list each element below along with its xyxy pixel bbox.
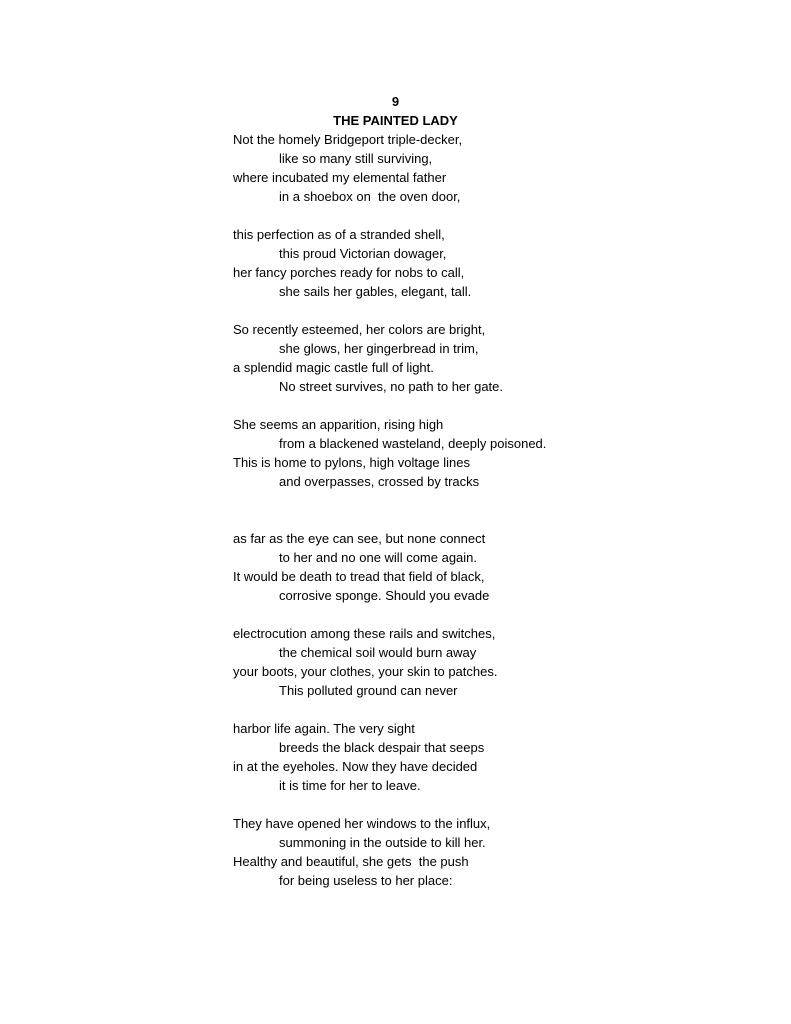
poem-line: breeds the black despair that seeps bbox=[279, 740, 485, 755]
poem-line: she glows, her gingerbread in trim, bbox=[279, 341, 479, 356]
poem-line: a splendid magic castle full of light. bbox=[233, 360, 434, 375]
poem-line: electrocution among these rails and switches, bbox=[233, 626, 496, 641]
poem-section-2 bbox=[233, 529, 753, 890]
poem-line: in at the eyeholes. Now they have decided bbox=[233, 759, 478, 774]
stanza-break bbox=[233, 301, 753, 320]
poem-line: for being useless to her place: bbox=[279, 873, 453, 888]
poem-line: where incubated my elemental father bbox=[233, 170, 447, 185]
poem-line: and overpasses, crossed by tracks bbox=[279, 474, 480, 489]
poem-line: harbor life again. The very sight bbox=[233, 721, 415, 736]
poem-line: It would be death to tread that field of black, bbox=[233, 569, 485, 584]
poem-line: the chemical soil would burn away bbox=[279, 645, 477, 660]
poem-line: from a blackened wasteland, deeply poisoned. bbox=[279, 436, 547, 451]
poem-line: as far as the eye can see, but none connect bbox=[233, 531, 486, 546]
page-number: 9 bbox=[391, 94, 400, 109]
poem-line: She seems an apparition, rising high bbox=[233, 417, 444, 432]
poem-line: Not the homely Bridgeport triple-decker, bbox=[233, 132, 463, 147]
poem-line: this proud Victorian dowager, bbox=[279, 246, 447, 261]
poem-line: it is time for her to leave. bbox=[279, 778, 421, 793]
poem-line: So recently esteemed, her colors are bright, bbox=[233, 322, 486, 337]
poem-line: summoning in the outside to kill her. bbox=[279, 835, 486, 850]
poem-title: THE PAINTED LADY bbox=[333, 113, 458, 128]
poem-line: this perfection as of a stranded shell, bbox=[233, 227, 445, 242]
poem-line: They have opened her windows to the influx, bbox=[233, 816, 491, 831]
poem-line: to her and no one will come again. bbox=[279, 550, 478, 565]
stanza-break bbox=[233, 396, 753, 415]
poem-line: your boots, your clothes, your skin to patches. bbox=[233, 664, 498, 679]
poem-section-1 bbox=[233, 130, 753, 491]
stanza-break bbox=[233, 700, 753, 719]
poem-line: This is home to pylons, high voltage lines bbox=[233, 455, 471, 470]
poem-line: her fancy porches ready for nobs to call, bbox=[233, 265, 465, 280]
poem-line: she sails her gables, elegant, tall. bbox=[279, 284, 472, 299]
poem-line: like so many still surviving, bbox=[279, 151, 433, 166]
poem-line: Healthy and beautiful, she gets the push bbox=[233, 854, 469, 869]
poem-line: corrosive sponge. Should you evade bbox=[279, 588, 490, 603]
stanza-break bbox=[233, 795, 753, 814]
poem-line: No street survives, no path to her gate. bbox=[279, 379, 504, 394]
stanza-break bbox=[233, 605, 753, 624]
poem-line: This polluted ground can never bbox=[279, 683, 458, 698]
poem-line: in a shoebox on the oven door, bbox=[279, 189, 461, 204]
stanza-break bbox=[233, 206, 753, 225]
